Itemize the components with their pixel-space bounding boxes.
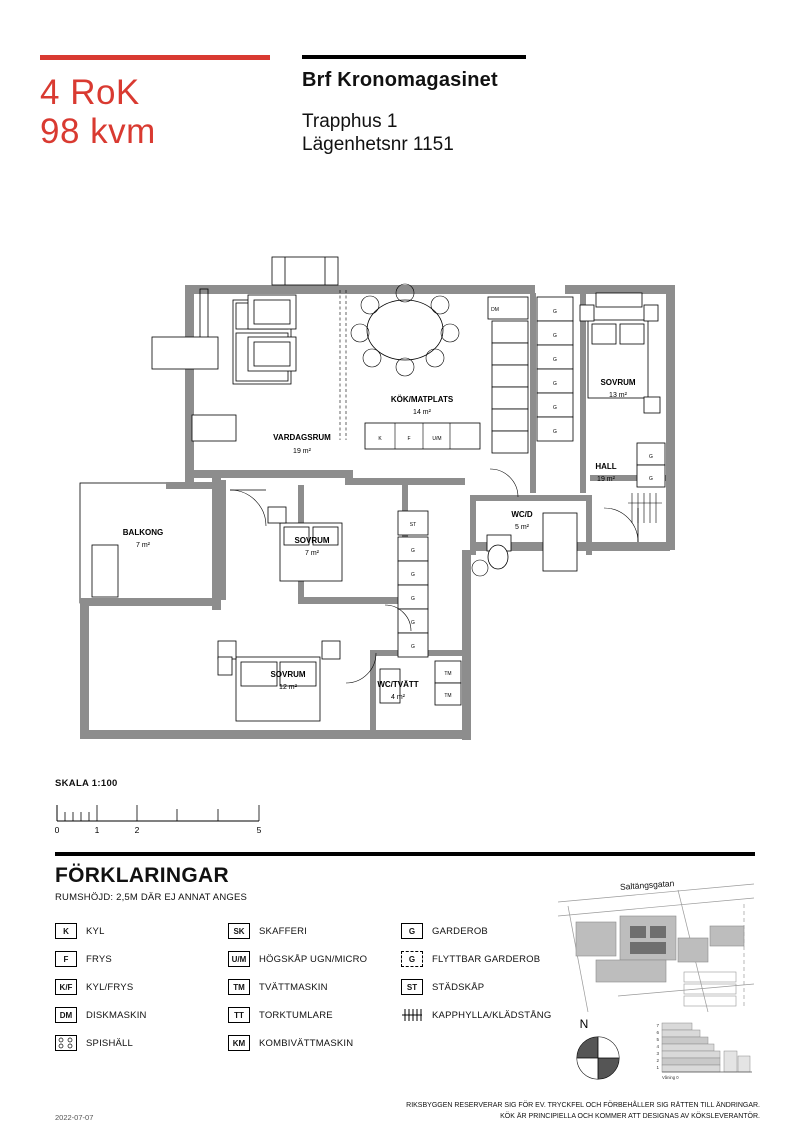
plan-date: 2022-07-07 [55, 1113, 94, 1122]
legend-rule [55, 852, 755, 856]
apartment-rooms: 4 RoK [40, 73, 140, 112]
floor-indicator [650, 1018, 760, 1086]
legend-item [228, 1029, 401, 1057]
legend-item [228, 1001, 401, 1029]
svg-text:5: 5 [256, 825, 262, 835]
svg-text:6: 6 [656, 1030, 659, 1035]
legend-label: KYL [86, 925, 105, 937]
legend-label: KYL/FRYS [86, 981, 134, 993]
svg-text:TM: TM [444, 693, 452, 699]
svg-text:G: G [411, 548, 415, 554]
legend-item [55, 1001, 228, 1029]
svg-text:19 m²: 19 m² [597, 476, 615, 483]
svg-text:2: 2 [656, 1058, 659, 1063]
legend-label: DISKMASKIN [86, 1009, 147, 1021]
brand-rule [302, 55, 526, 59]
legend-item [401, 973, 574, 1001]
svg-text:F: F [407, 436, 411, 442]
apartment-number: Lägenhetsnr 1151 [302, 134, 454, 156]
svg-text:SOVRUM: SOVRUM [294, 536, 330, 545]
legend-code-box: KM [228, 1035, 250, 1051]
legend-item-hob [55, 1029, 228, 1057]
ceiling-height-note: RUMSHÖJD: 2,5M DÄR EJ ANNAT ANGES [55, 892, 248, 903]
svg-text:G: G [411, 644, 415, 650]
legend-label: GARDEROB [432, 925, 488, 937]
svg-text:7 m²: 7 m² [305, 550, 319, 557]
apartment-area: 98 kvm [40, 112, 156, 152]
svg-text:U/M: U/M [432, 436, 442, 442]
svg-text:BALKONG: BALKONG [122, 528, 164, 537]
svg-text:HALL: HALL [595, 462, 617, 471]
legend-code-box-dashed: G [401, 951, 423, 967]
floor-caption: Våning 0 [662, 1075, 679, 1080]
svg-text:G: G [553, 381, 557, 387]
coat-rail-icon [401, 1007, 423, 1023]
legend-column-2 [228, 917, 401, 1057]
disclaimer [405, 1101, 760, 1123]
svg-text:WC/D: WC/D [511, 510, 533, 519]
legend-item [401, 917, 574, 945]
svg-text:G: G [553, 333, 557, 339]
header-size-block [40, 55, 270, 151]
street-label: Saltängsgatan [619, 878, 675, 892]
legend-label: SPISHÄLL [86, 1037, 134, 1049]
legend-item [55, 917, 228, 945]
svg-text:TM: TM [444, 671, 452, 677]
legend-item [55, 945, 228, 973]
legend-code-box: DM [55, 1007, 77, 1023]
svg-text:G: G [411, 620, 415, 626]
legend-label: KAPPHYLLA/KLÄDSTÅNG [432, 1009, 552, 1021]
scale-bar [55, 778, 315, 840]
svg-text:K: K [378, 436, 382, 442]
svg-text:G: G [553, 429, 557, 435]
svg-text:13 m²: 13 m² [609, 392, 627, 399]
legend-code-box: U/M [228, 951, 250, 967]
svg-text:14 m²: 14 m² [413, 409, 431, 416]
legend-item [228, 945, 401, 973]
svg-text:3: 3 [656, 1051, 659, 1056]
compass [556, 1012, 640, 1084]
legend-label: FLYTTBAR GARDEROB [432, 953, 541, 965]
legend-label: TVÄTTMASKIN [259, 981, 328, 993]
site-map [558, 876, 754, 1012]
disclaimer-line-1: RIKSBYGGEN RESERVERAR SIG FÖR EV. TRYCKFEL OCH FÖRBEHÅLLER SIG RÄTTEN TILL ÄNDRINGAR. [406, 1102, 760, 1109]
svg-text:4 m²: 4 m² [391, 694, 405, 701]
legend-code-box: K/F [55, 979, 77, 995]
svg-text:1: 1 [94, 825, 100, 835]
floor-plan [40, 245, 770, 765]
legend-label: SKAFFERI [259, 925, 308, 937]
svg-text:ST: ST [409, 522, 417, 528]
legend-label: KOMBIVÄTTMASKIN [259, 1037, 354, 1049]
legend-label: FRYS [86, 953, 112, 965]
legend-code-box: TT [228, 1007, 250, 1023]
legend-item [228, 917, 401, 945]
svg-text:VARDAGSRUM: VARDAGSRUM [273, 433, 331, 442]
legend-column-3 [401, 917, 574, 1057]
legend-code-box: F [55, 951, 77, 967]
legend-column-1 [55, 917, 228, 1057]
svg-text:2: 2 [134, 825, 140, 835]
svg-text:12 m²: 12 m² [279, 684, 297, 691]
svg-text:G: G [649, 476, 653, 482]
svg-text:SOVRUM: SOVRUM [270, 670, 306, 679]
legend-code-box: SK [228, 923, 250, 939]
legend-title: FÖRKLARINGAR [55, 864, 229, 887]
svg-text:1: 1 [656, 1065, 659, 1070]
svg-text:5: 5 [656, 1037, 659, 1042]
svg-text:G: G [649, 454, 653, 460]
legend-item [228, 973, 401, 1001]
accent-rule [40, 55, 270, 60]
svg-text:7 m²: 7 m² [136, 542, 150, 549]
header-brand-block [302, 55, 532, 156]
svg-text:5 m²: 5 m² [515, 524, 529, 531]
legend-code-box: G [401, 923, 423, 939]
svg-text:KÖK/MATPLATS: KÖK/MATPLATS [390, 395, 454, 404]
compass-north-letter: N [579, 1017, 589, 1031]
svg-text:WC/TVÄTT: WC/TVÄTT [377, 680, 419, 689]
legend-item [55, 973, 228, 1001]
brand-name: Brf Kronomagasinet [302, 69, 498, 91]
svg-text:G: G [553, 357, 557, 363]
scale-label: SKALA 1:100 [55, 778, 118, 789]
svg-text:7: 7 [656, 1023, 659, 1028]
legend-label: STÄDSKÅP [432, 981, 485, 993]
legend-item [401, 945, 574, 973]
hob-icon [55, 1035, 77, 1051]
legend-label: TORKTUMLARE [259, 1009, 333, 1021]
stairwell-label: Trapphus 1 [302, 111, 398, 132]
svg-text:SOVRUM: SOVRUM [600, 378, 636, 387]
svg-text:G: G [411, 596, 415, 602]
legend-code-box: K [55, 923, 77, 939]
svg-text:G: G [411, 572, 415, 578]
svg-text:DM: DM [491, 307, 499, 313]
legend-code-box: TM [228, 979, 250, 995]
svg-text:4: 4 [656, 1044, 659, 1049]
legend-item-rail [401, 1001, 574, 1029]
svg-text:G: G [553, 309, 557, 315]
svg-text:G: G [553, 405, 557, 411]
legend-code-box: ST [401, 979, 423, 995]
disclaimer-line-2: KÖK ÄR PRINCIPIELLA OCH KOMMER ATT DESIGNAS AV KÖKSLEVERANTÖR. [500, 1112, 760, 1120]
legend-label: HÖGSKÅP UGN/MICRO [259, 953, 368, 965]
svg-text:19 m²: 19 m² [293, 448, 311, 455]
svg-text:0: 0 [55, 825, 60, 835]
